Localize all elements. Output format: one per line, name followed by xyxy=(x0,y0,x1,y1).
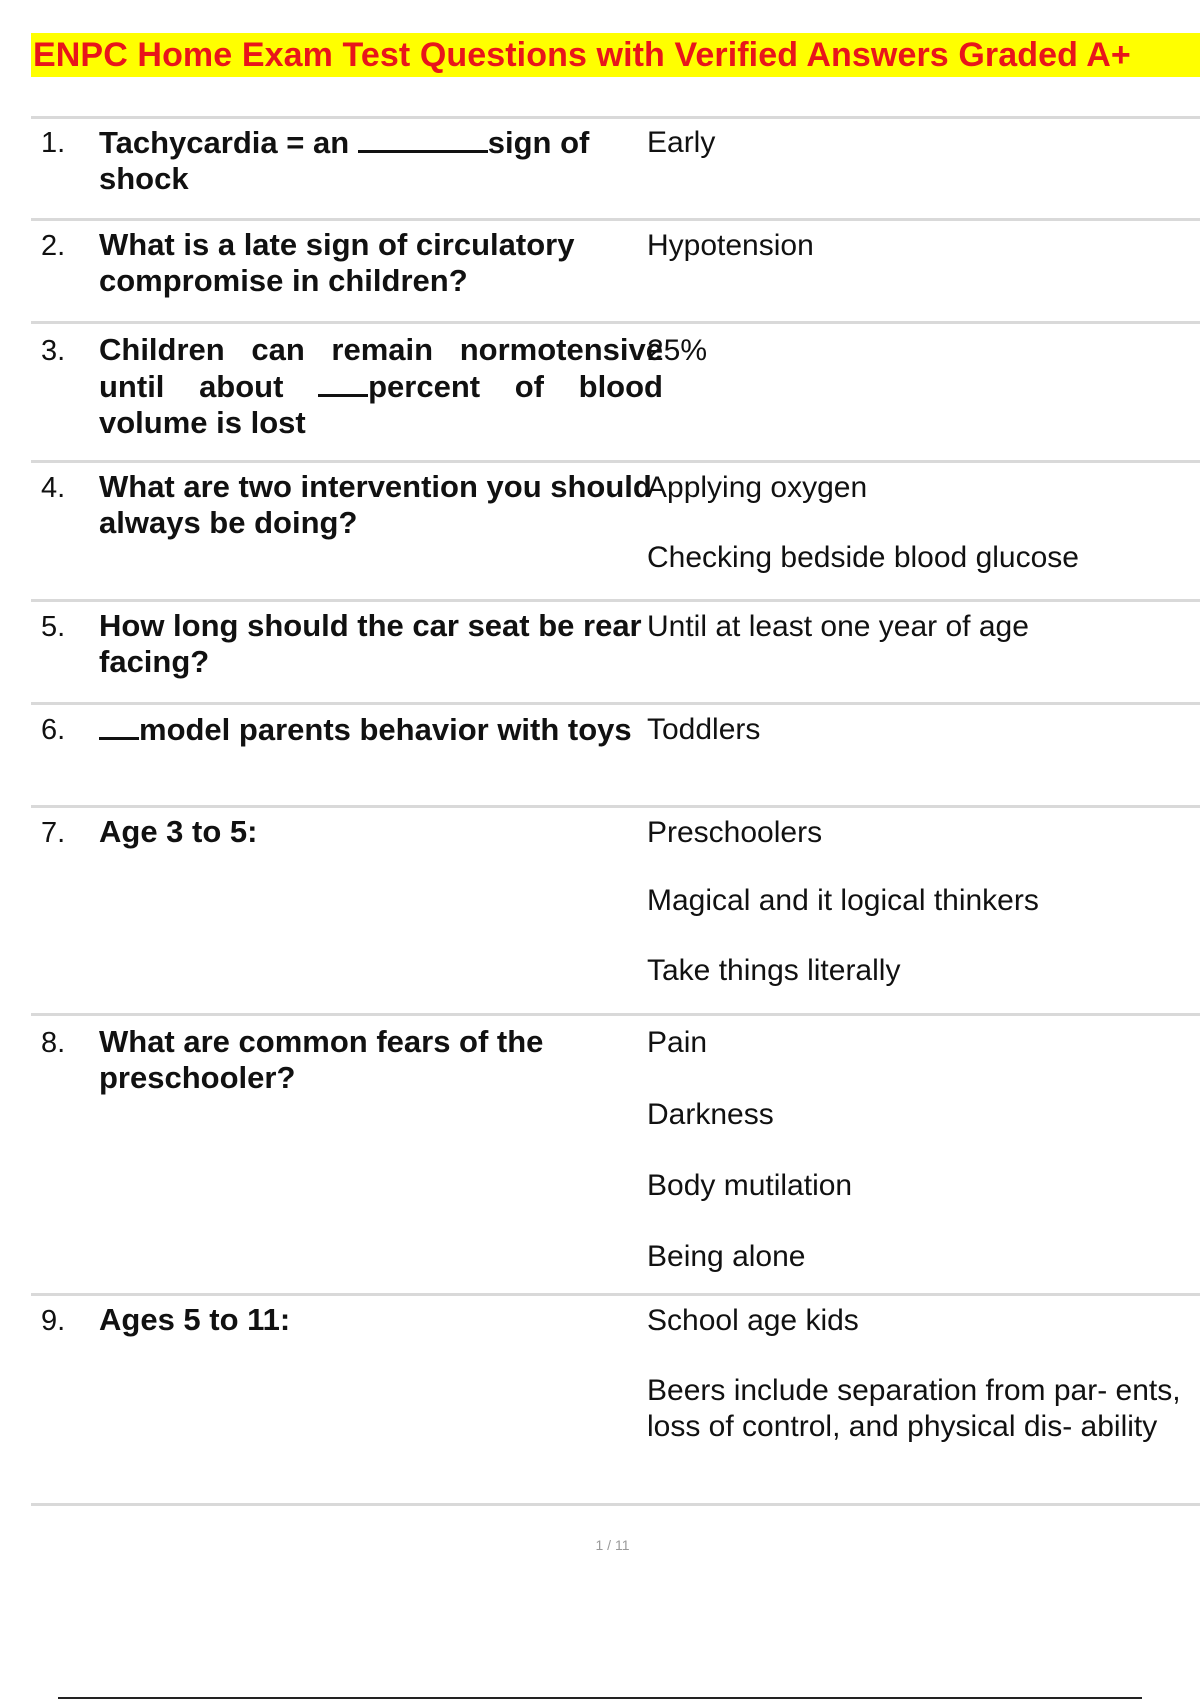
table-row xyxy=(31,1013,1200,1293)
document-title: ENPC Home Exam Test Questions with Verified Answers Graded A+ xyxy=(33,36,1131,74)
question-answer-table xyxy=(31,116,1200,1506)
answer-text: Preschoolers xyxy=(647,816,823,849)
answer-text: School age kids xyxy=(647,1304,859,1337)
page-indicator: 1 / 11 xyxy=(595,1537,630,1553)
answer-text: Magical and it logical thinkers xyxy=(647,884,1039,917)
question-number: 2. xyxy=(41,230,66,262)
question-number: 9. xyxy=(41,1305,66,1337)
footer-divider xyxy=(58,1697,1142,1699)
question-number: 4. xyxy=(41,472,66,504)
question-text-part: percent of blood volume is lost xyxy=(99,369,663,440)
answer-text: Until at least one year of age xyxy=(647,610,1029,643)
answer-text: Applying oxygen xyxy=(647,471,868,504)
question-number: 3. xyxy=(41,335,66,367)
question-text-part: model parents behavior with toys xyxy=(139,712,632,747)
answer-text: Darkness xyxy=(647,1098,774,1131)
answer-text: Hypotension xyxy=(647,229,814,262)
question-number: 5. xyxy=(41,611,66,643)
answer-text: Body mutilation xyxy=(647,1169,853,1202)
answer-blank xyxy=(358,124,488,153)
answer-text: Pain xyxy=(647,1026,708,1059)
question-text: Ages 5 to 11: xyxy=(99,1302,291,1337)
answer-text: Toddlers xyxy=(647,713,761,746)
document-title-banner xyxy=(31,33,1200,77)
table-row xyxy=(31,702,1200,805)
question-text: What are common fears of the preschooler? xyxy=(99,1024,544,1095)
table-row xyxy=(31,1293,1200,1506)
question-text-part: Tachycardia = an xyxy=(99,125,358,160)
answer-text: Checking bedside blood glucose xyxy=(647,541,1079,574)
answer-blank xyxy=(318,368,368,397)
table-row xyxy=(31,599,1200,702)
question-text-part: Children can remain normotensive until about xyxy=(99,332,663,404)
question-text xyxy=(99,124,663,197)
question-number: 7. xyxy=(41,817,66,849)
question-text xyxy=(99,711,663,748)
question-text: How long should the car seat be rear facing? xyxy=(99,608,642,679)
answer-text: Being alone xyxy=(647,1240,806,1273)
question-number: 1. xyxy=(41,127,66,159)
question-number: 6. xyxy=(41,714,66,746)
answer-text: 25% xyxy=(647,334,708,367)
question-text: Age 3 to 5: xyxy=(99,814,258,849)
question-text: What is a late sign of circulatory compromise in children? xyxy=(99,227,575,298)
table-row xyxy=(31,321,1200,460)
question-text-part: sign of shock xyxy=(99,125,590,196)
answer-blank xyxy=(99,711,139,740)
answer-text: Take things literally xyxy=(647,954,901,987)
table-row xyxy=(31,460,1200,599)
table-row xyxy=(31,116,1200,218)
table-row xyxy=(31,218,1200,321)
answer-text: Beers include separation from par- ents, loss of control, and physical dis- ability xyxy=(647,1374,1181,1443)
table-row xyxy=(31,805,1200,1013)
answer-text: Early xyxy=(647,126,716,159)
question-text xyxy=(99,332,663,441)
question-number: 8. xyxy=(41,1027,66,1059)
question-text: What are two intervention you should always be doing? xyxy=(99,469,652,540)
